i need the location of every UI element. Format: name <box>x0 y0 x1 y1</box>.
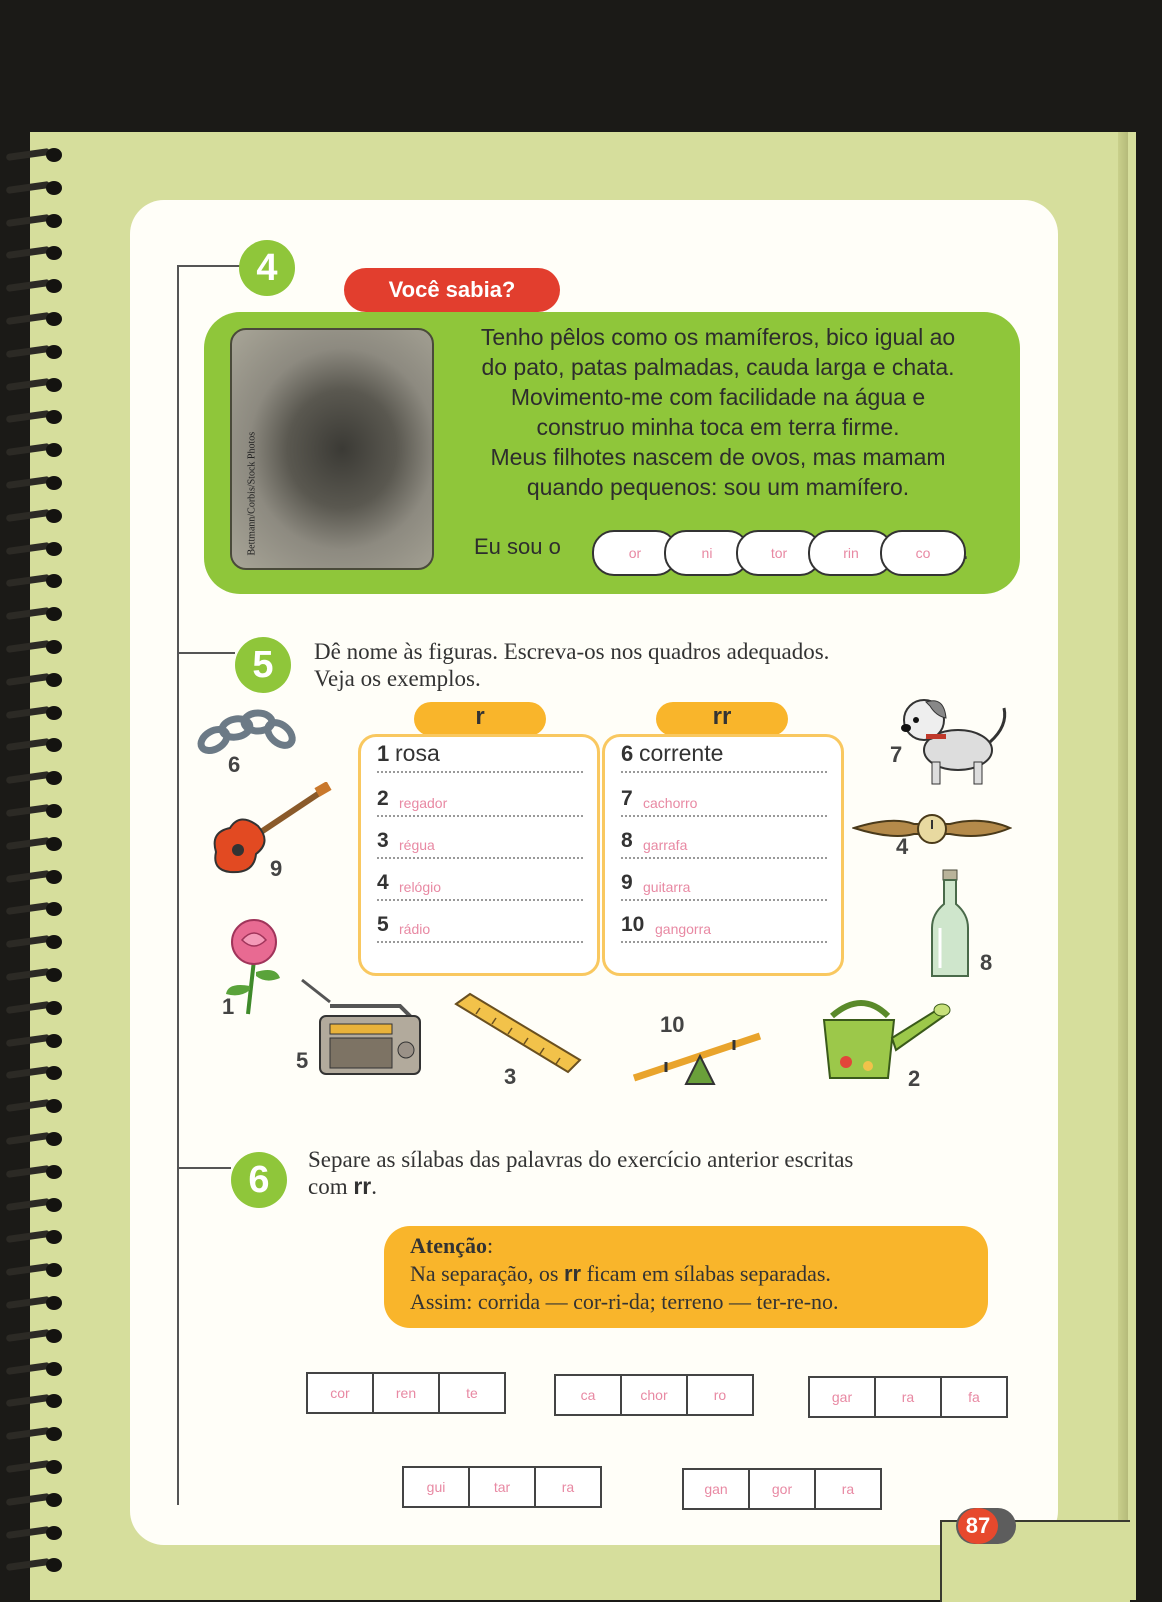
syllable-cell[interactable]: gar <box>810 1378 876 1416</box>
watering-can-icon <box>812 986 952 1086</box>
answer-syllable[interactable]: or <box>592 530 678 576</box>
syllable-grid-gangorra <box>682 1468 882 1510</box>
spiral-coil <box>6 1263 64 1277</box>
picture-number: 5 <box>296 1048 309 1073</box>
bottle-icon <box>928 868 972 982</box>
word-text: rosa <box>395 740 440 766</box>
spiral-coil <box>6 1198 64 1212</box>
word-number: 6 <box>621 741 634 766</box>
spiral-coil <box>6 312 64 326</box>
spiral-coil <box>6 1329 64 1343</box>
word-number: 10 <box>621 913 645 936</box>
ruler-icon <box>452 990 582 1080</box>
platypus-photo <box>230 328 434 570</box>
word-row[interactable] <box>377 865 583 901</box>
attention-colon: : <box>486 1233 494 1258</box>
answer-period: . <box>962 540 969 565</box>
spiral-coil <box>6 1066 64 1080</box>
spiral-coil <box>6 443 64 457</box>
attention-text <box>410 1232 839 1316</box>
exercise-5-number: 5 <box>235 637 291 693</box>
spiral-coil <box>6 607 64 621</box>
syllable-cell[interactable]: gor <box>750 1470 816 1508</box>
section-connector-line <box>177 265 179 1505</box>
answer-prefix: Eu sou o <box>474 534 561 559</box>
chain-icon <box>196 706 300 758</box>
spiral-coil <box>6 1165 64 1179</box>
syllable-cell[interactable]: gan <box>684 1470 750 1508</box>
attention-text-span: ficam em sílabas separadas. <box>581 1261 831 1286</box>
answer-syllable[interactable]: ni <box>664 530 750 576</box>
spiral-coil <box>6 378 64 392</box>
exercise-5-instruction <box>314 638 829 692</box>
spiral-coil <box>6 1362 64 1376</box>
spiral-coil <box>6 1099 64 1113</box>
spiral-coil <box>6 181 64 195</box>
word-row[interactable] <box>377 781 583 817</box>
riddle-line: quando pequenos: sou um mamífero. <box>526 474 910 500</box>
spiral-coil <box>6 574 64 588</box>
spiral-coil <box>6 148 64 162</box>
guitar-icon <box>206 782 332 878</box>
riddle-line: construo minha toca em terra firme. <box>536 414 900 440</box>
syllable-grid-garrafa <box>808 1376 1008 1418</box>
attention-bold: rr <box>563 1261 582 1286</box>
word-number: 3 <box>377 829 389 852</box>
spiral-coil <box>6 804 64 818</box>
page-number: 87 <box>958 1508 998 1544</box>
photo-credit: Bettmann/Corbis/Stock Photos <box>246 431 258 556</box>
syllable-grid-guitarra <box>402 1466 602 1508</box>
word-number: 4 <box>377 871 389 894</box>
picture-number: 10 <box>660 1012 685 1037</box>
word-row[interactable] <box>377 907 583 943</box>
spiral-coil <box>6 870 64 884</box>
syllable-grid-cachorro <box>554 1374 754 1416</box>
syllable-cell[interactable]: fa <box>968 1389 980 1405</box>
riddle-line: do pato, patas palmadas, cauda larga e chata. <box>481 354 955 380</box>
spiral-coil <box>6 1427 64 1441</box>
attention-title-line <box>410 1232 839 1260</box>
instruction-line <box>308 1173 853 1200</box>
spiral-coil <box>6 902 64 916</box>
exercise-6-instruction <box>308 1146 853 1200</box>
word-number: 1 <box>377 741 390 766</box>
spiral-coil <box>6 345 64 359</box>
riddle-line: Meus filhotes nascem de ovos, mas mamam <box>490 444 946 470</box>
spiral-binding <box>0 140 70 1600</box>
spiral-coil <box>6 738 64 752</box>
spiral-coil <box>6 1132 64 1146</box>
syllable-cell[interactable]: gui <box>404 1468 470 1506</box>
word-text: gangorra <box>655 921 712 937</box>
word-text: relógio <box>399 879 442 895</box>
word-number: 8 <box>621 829 633 852</box>
attention-title: Atenção <box>410 1233 487 1258</box>
voce-sabia-badge: Você sabia? <box>344 268 560 312</box>
syllable-cell[interactable]: cor <box>308 1374 374 1412</box>
spiral-coil <box>6 1230 64 1244</box>
word-row[interactable] <box>621 823 827 859</box>
spiral-coil <box>6 214 64 228</box>
spiral-coil <box>6 1001 64 1015</box>
dog-icon <box>896 692 1014 788</box>
spiral-coil <box>6 968 64 982</box>
exercise-4-number: 4 <box>239 240 295 296</box>
word-number: 7 <box>621 787 633 810</box>
spiral-coil <box>6 771 64 785</box>
word-text: garrafa <box>643 837 688 853</box>
attention-line: Assim: corrida — cor-ri-da; terreno — ter-re-no. <box>410 1289 839 1314</box>
syllable-cell[interactable]: ra <box>841 1481 855 1497</box>
syllable-cell[interactable]: ren <box>374 1374 440 1412</box>
r-words-box <box>358 734 600 976</box>
word-text: régua <box>399 837 435 853</box>
picture-number: 6 <box>228 752 241 777</box>
watch-icon <box>852 810 1012 846</box>
syllable-cell[interactable]: ra <box>561 1479 575 1495</box>
spiral-coil <box>6 246 64 260</box>
answer-syllable[interactable]: rin <box>808 530 894 576</box>
word-text: regador <box>399 795 448 811</box>
picture-number: 3 <box>504 1064 517 1089</box>
word-row[interactable] <box>621 781 827 817</box>
rr-words-box <box>602 734 844 976</box>
word-text: cachorro <box>643 795 698 811</box>
instruction-bold: rr <box>353 1173 372 1199</box>
page-edge <box>1118 132 1128 1600</box>
spiral-coil <box>6 673 64 687</box>
syllable-cell[interactable]: ra <box>876 1378 942 1416</box>
seesaw-icon <box>630 1026 766 1086</box>
attention-text-span: Na separação, os <box>410 1261 564 1286</box>
answer-syllable[interactable]: co <box>880 530 966 576</box>
syllable-cell[interactable]: ca <box>556 1376 622 1414</box>
spiral-coil <box>6 1394 64 1408</box>
picture-number: 9 <box>270 856 283 881</box>
spiral-coil <box>6 542 64 556</box>
connector-5 <box>177 652 235 654</box>
spiral-coil <box>6 640 64 654</box>
spiral-coil <box>6 476 64 490</box>
instruction-line: Veja os exemplos. <box>314 666 481 691</box>
word-row[interactable] <box>377 823 583 859</box>
syllable-cell[interactable]: chor <box>622 1376 688 1414</box>
riddle-line: Movimento-me com facilidade na água e <box>510 384 926 410</box>
instruction-text: com <box>308 1174 354 1199</box>
spiral-coil <box>6 837 64 851</box>
picture-number: 7 <box>890 742 903 767</box>
word-text: rádio <box>399 921 431 937</box>
spiral-coil <box>6 410 64 424</box>
picture-number: 2 <box>908 1066 921 1091</box>
spiral-coil <box>6 1526 64 1540</box>
riddle-text <box>448 322 988 502</box>
word-text: guitarra <box>643 879 691 895</box>
word-row[interactable] <box>621 907 827 943</box>
word-number: 2 <box>377 787 389 810</box>
word-text: corrente <box>639 740 724 766</box>
instruction-line: Separe as sílabas das palavras do exercício anterior escritas <box>308 1147 854 1172</box>
spiral-coil <box>6 1296 64 1310</box>
syllable-cell[interactable]: tar <box>470 1468 536 1506</box>
spiral-coil <box>6 1493 64 1507</box>
riddle-line: Tenho pêlos como os mamíferos, bico igual ao <box>480 324 956 350</box>
spiral-coil <box>6 1558 64 1572</box>
picture-number: 4 <box>896 834 909 859</box>
instruction-line: Dê nome às figuras. Escreva-os nos quadros adequados. <box>314 639 830 664</box>
picture-number: 1 <box>222 994 235 1019</box>
picture-number: 8 <box>980 950 993 975</box>
radio-icon <box>300 978 424 1078</box>
spiral-coil <box>6 279 64 293</box>
spiral-coil <box>6 509 64 523</box>
word-row[interactable] <box>621 865 827 901</box>
spiral-coil <box>6 1034 64 1048</box>
syllable-grid-corrente <box>306 1372 506 1414</box>
word-number: 5 <box>377 913 389 936</box>
answer-syllable[interactable]: tor <box>736 530 822 576</box>
instruction-text: . <box>371 1174 378 1199</box>
r-tag: r <box>414 702 546 736</box>
syllable-cell[interactable]: te <box>466 1385 478 1401</box>
connector-6 <box>177 1167 231 1169</box>
word-row[interactable] <box>377 737 583 773</box>
attention-line <box>410 1260 839 1288</box>
exercise-6-number: 6 <box>231 1152 287 1208</box>
spiral-coil <box>6 935 64 949</box>
rr-tag: rr <box>656 702 788 736</box>
syllable-cell[interactable]: ro <box>713 1387 727 1403</box>
spiral-coil <box>6 1460 64 1474</box>
spiral-coil <box>6 706 64 720</box>
connector-4 <box>177 265 241 267</box>
word-row[interactable] <box>621 737 827 773</box>
word-number: 9 <box>621 871 633 894</box>
